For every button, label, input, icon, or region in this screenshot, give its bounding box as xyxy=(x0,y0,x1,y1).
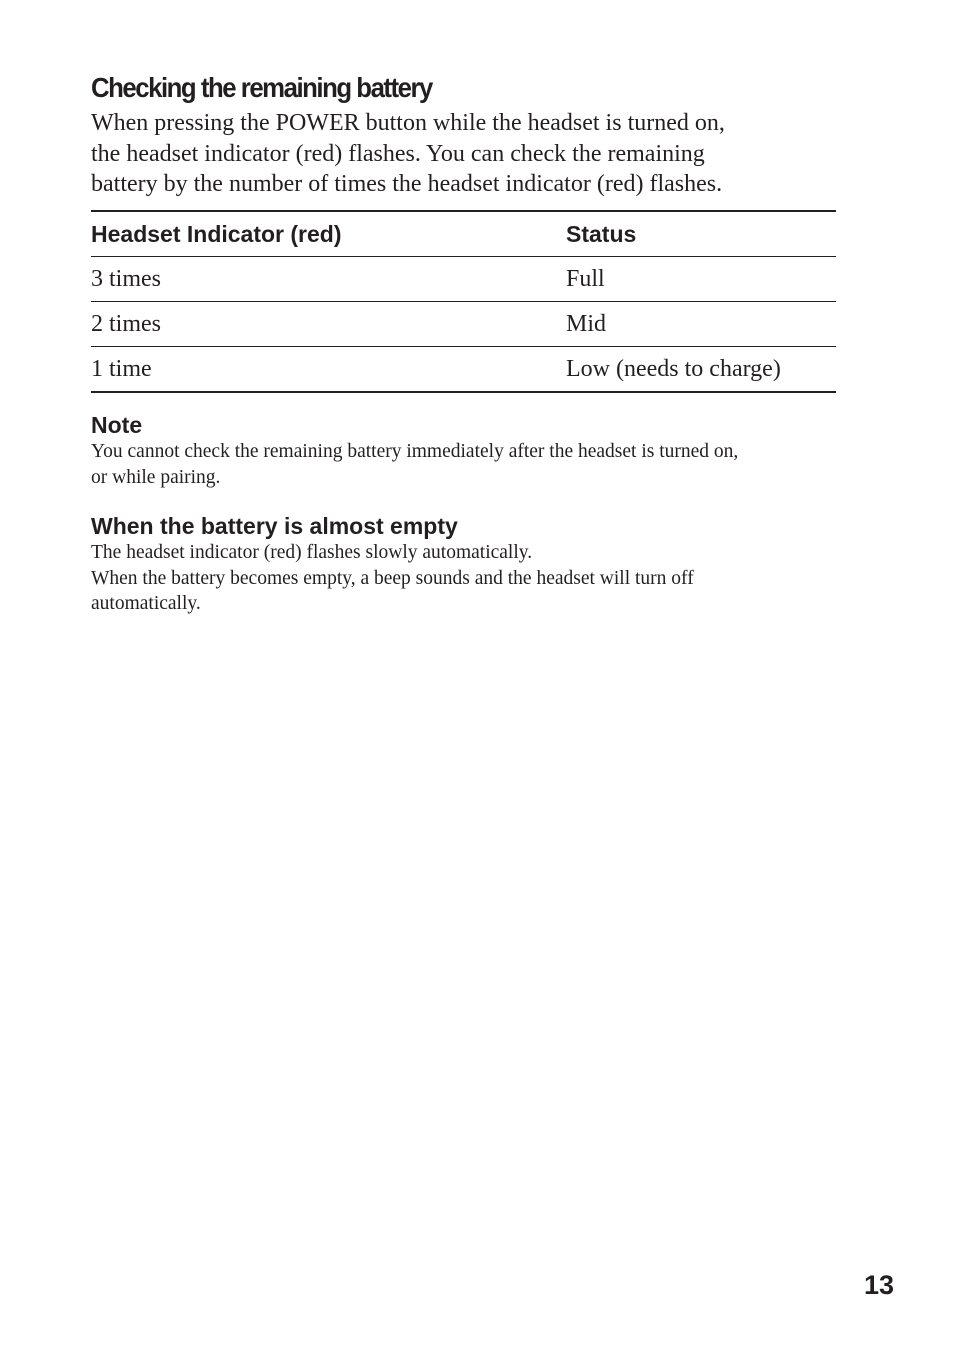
battery-status-table xyxy=(91,210,836,393)
note-heading: Note xyxy=(91,412,143,439)
almost-empty-line: automatically. xyxy=(91,593,201,615)
almost-empty-line: The headset indicator (red) flashes slowly automatically. xyxy=(91,542,533,564)
status-cell: Low (needs to charge) xyxy=(566,347,836,393)
intro-line: When pressing the POWER button while the headset is turned on, xyxy=(91,110,725,136)
table-row xyxy=(91,347,836,393)
indicator-cell: 1 time xyxy=(91,347,566,393)
table-row xyxy=(91,257,836,302)
indicator-cell: 3 times xyxy=(91,257,566,302)
note-line: or while pairing. xyxy=(91,466,221,488)
status-cell: Mid xyxy=(566,302,836,347)
indicator-cell: 2 times xyxy=(91,302,566,347)
section-title: Checking the remaining battery xyxy=(91,72,432,103)
intro-paragraph xyxy=(91,108,836,200)
intro-line: the headset indicator (red) flashes. You can check the remaining xyxy=(91,140,705,167)
intro-line: battery by the number of times the headset indicator (red) flashes. xyxy=(91,171,723,198)
page-content xyxy=(91,68,836,617)
almost-empty-line: When the battery becomes empty, a beep sounds and the headset will turn off xyxy=(91,567,694,589)
status-cell: Full xyxy=(566,257,836,302)
page-number: 13 xyxy=(864,1270,895,1300)
column-header-status: Status xyxy=(566,211,836,257)
table-header-row xyxy=(91,211,836,257)
almost-empty-text xyxy=(91,540,836,617)
note-line: You cannot check the remaining battery immediately after the headset is turned on, xyxy=(91,441,739,463)
almost-empty-heading: When the battery is almost empty xyxy=(91,513,458,540)
table-row xyxy=(91,302,836,347)
column-header-indicator: Headset Indicator (red) xyxy=(91,211,566,257)
note-text xyxy=(91,439,836,490)
